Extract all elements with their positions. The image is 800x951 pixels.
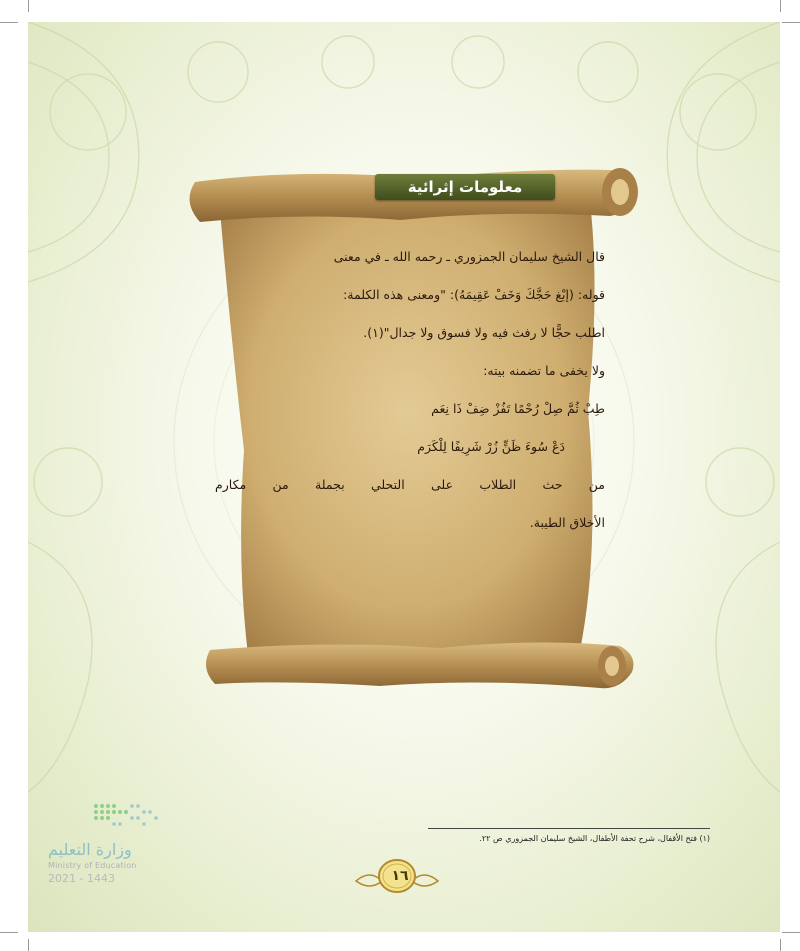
poem-line-2: دَعْ سُوءَ ظَنٍّ زُرْ شَرِيفًا لِلْكَرَم	[417, 439, 565, 454]
scroll-line-2: قوله: (إبْغ حَجَّكَ وَخَفْ عَقِيمَهُ): "ومعنى هذه الكلمة:	[343, 287, 605, 302]
crop-mark-bottom-right-h	[782, 932, 800, 933]
crop-mark-top-left-h	[0, 22, 18, 23]
crop-mark-bottom-right-v	[780, 939, 781, 951]
scroll-line-3: اطلب حجًّا لا رفث فيه ولا فسوق ولا جدال"(١).	[363, 325, 605, 340]
crop-mark-top-right-v	[780, 0, 781, 12]
scroll-line-1: قال الشيخ سليمان الجمزوري ـ رحمه الله ـ في معنى	[333, 249, 605, 264]
crop-mark-top-right-h	[782, 22, 800, 23]
parchment-scroll	[180, 150, 650, 710]
ministry-logo-icon	[92, 800, 162, 830]
crop-mark-bottom-left-v	[28, 939, 29, 951]
crop-mark-top-left-v	[28, 0, 29, 12]
closing-line-2: الأخلاق الطيبة.	[529, 515, 605, 530]
scroll-title: معلومات إثرائية	[407, 178, 523, 196]
ministry-english-name: Ministry of Education	[48, 861, 137, 870]
footnote-divider	[428, 828, 710, 829]
scroll-line-4: ولا يخفى ما تضمنه بيته:	[483, 363, 605, 378]
crop-mark-bottom-left-h	[0, 932, 18, 933]
poem-line-1: طِبْ ثُمَّ صِلْ رُحْمًا تَفُزْ ضِفْ ذَا نِعَم	[431, 401, 605, 416]
ministry-arabic-name: وزارة التعليم	[48, 840, 132, 859]
closing-line-1: من حث الطلاب على التحلي بجملة من مكارم	[215, 477, 605, 492]
scroll-body	[215, 238, 605, 542]
ministry-year: 2021 - 1443	[48, 872, 115, 885]
footnote: (١) فتح الأقفال، شرح تحفة الأطفال، الشيخ سليمان الجمزوري ص ٢٢.	[479, 834, 710, 843]
page-number: ١٦	[391, 868, 409, 884]
